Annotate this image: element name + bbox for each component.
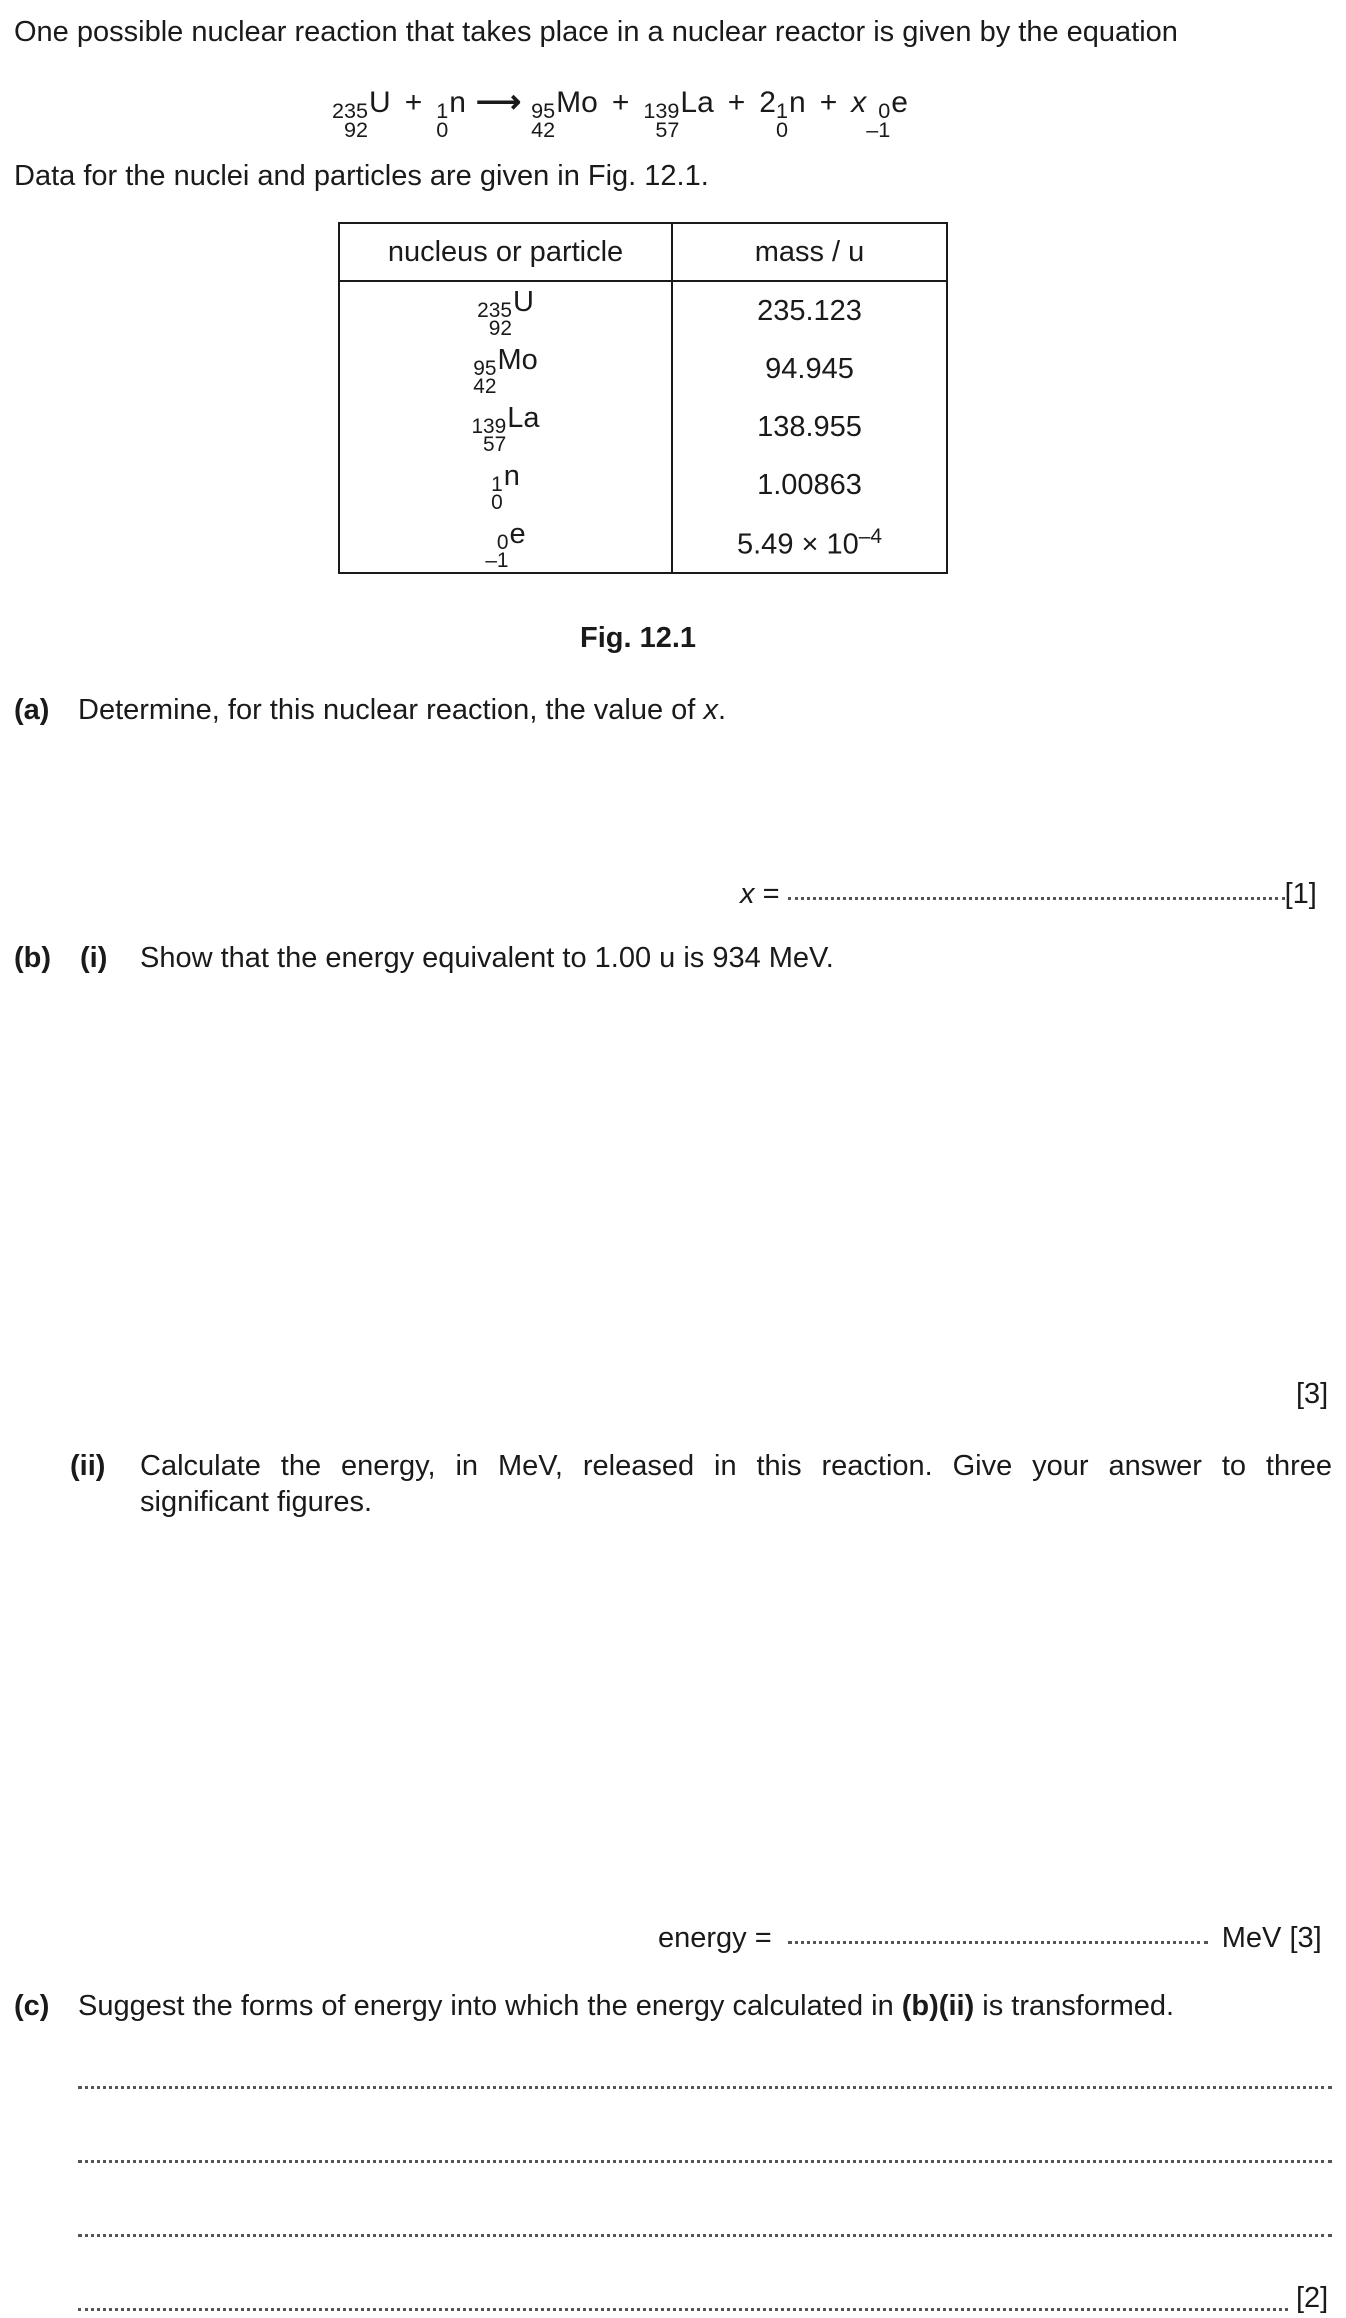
part-c-answer-line-1[interactable]	[78, 2086, 1332, 2089]
part-a-variable: x	[703, 694, 718, 726]
equation-term-n	[436, 84, 466, 142]
energy-unit: MeV	[1221, 1922, 1282, 1954]
part-c-answer-line-4[interactable]	[78, 2308, 1288, 2311]
mass-number: 0	[496, 530, 509, 554]
nucleus-cell	[339, 514, 672, 573]
nucleus-e	[485, 516, 525, 570]
plus-sign: +	[727, 86, 746, 119]
energy-answer-dots[interactable]	[788, 1941, 1208, 1944]
column-header-mass: mass / u	[672, 223, 947, 281]
part-b-i-label: (i)	[80, 942, 108, 974]
nucleus-cell	[339, 456, 672, 514]
mass-number: 139	[471, 414, 507, 438]
atomic-number: 0	[775, 116, 788, 142]
atomic-number: 0	[436, 116, 449, 142]
nuclei-mass-table	[338, 222, 948, 574]
nucleus-cell	[339, 281, 672, 340]
mass-cell: $5.49 \times 10^{-4}$	[672, 514, 947, 573]
mass-cell: 1.00863	[672, 456, 947, 514]
nucleus-cell	[339, 340, 672, 398]
element-symbol: U	[369, 86, 391, 119]
part-c-text: Suggest the forms of energy into which the energy calculated in	[78, 1990, 902, 2022]
nucleus-n	[491, 458, 520, 512]
energy-label: energy =	[658, 1922, 772, 1954]
equation-term-e	[866, 84, 908, 142]
equation-term-la	[643, 84, 714, 142]
mass-number: 95	[531, 98, 556, 124]
atomic-number: –1	[485, 548, 509, 572]
nucleus-mo	[473, 342, 538, 396]
answer-variable: x	[740, 878, 755, 910]
column-header-nucleus: nucleus or particle	[339, 223, 672, 281]
element-symbol: e	[891, 86, 908, 119]
atomic-number: 57	[655, 116, 680, 142]
table-row	[339, 456, 947, 514]
plus-sign: +	[611, 86, 630, 119]
equation-term-mo	[531, 84, 598, 142]
element-symbol: e	[509, 518, 526, 551]
element-symbol: U	[512, 286, 534, 319]
mass-number: 235	[332, 98, 369, 124]
part-a-marks: [1]	[1284, 878, 1317, 910]
part-b-label: (b)	[14, 942, 52, 974]
element-symbol: n	[503, 460, 520, 493]
table-row	[339, 398, 947, 456]
equation-term-n	[775, 84, 806, 142]
part-c-reference: (b)(ii)	[901, 1990, 975, 2022]
part-a-text-end: .	[717, 694, 726, 726]
mass-cell: 235.123	[672, 281, 947, 340]
mass-number: 1	[436, 98, 449, 124]
part-b-i-question: Show that the energy equivalent to 1.00 u is 934 MeV.	[140, 942, 834, 974]
table-row	[339, 514, 947, 573]
nucleus-cell	[339, 398, 672, 456]
data-intro-text: Data for the nuclei and particles are given in Fig. 12.1.	[14, 160, 709, 192]
part-b-ii-question-line2: significant figures.	[140, 1486, 373, 1518]
mass-number: 1	[775, 98, 788, 124]
mass-number: 1	[491, 472, 503, 496]
part-c-answer-line-3[interactable]	[78, 2234, 1332, 2237]
part-b-ii-question-line1: Calculate the energy, in MeV, released in this reaction. Give your answer to three	[140, 1450, 1332, 1482]
part-c-text-end: is transformed.	[974, 1990, 1175, 2022]
mass-number: 95	[473, 356, 497, 380]
intro-text: One possible nuclear reaction that takes place in a nuclear reactor is given by the equation	[14, 16, 1178, 48]
part-a-answer-line[interactable]	[740, 876, 1317, 912]
energy-answer-line[interactable]	[658, 1920, 1322, 1956]
atomic-number: 92	[488, 316, 512, 340]
part-c-label: (c)	[14, 1990, 50, 2022]
element-symbol: Mo	[497, 344, 538, 377]
answer-equals: =	[762, 878, 780, 910]
part-c-answer-line-2[interactable]	[78, 2160, 1332, 2163]
atomic-number: 92	[344, 116, 369, 142]
table-row	[339, 281, 947, 340]
coefficient: x	[851, 86, 867, 119]
element-symbol: n	[789, 86, 806, 119]
part-a-question	[78, 692, 726, 728]
element-symbol: n	[449, 86, 466, 119]
plus-sign: +	[819, 86, 838, 119]
mass-number: 0	[878, 98, 891, 124]
nucleus-la	[471, 400, 539, 454]
atomic-number: –1	[866, 116, 891, 142]
atomic-number: 42	[473, 374, 497, 398]
nucleus-u	[477, 284, 534, 338]
part-b-ii-marks: [3]	[1289, 1922, 1322, 1954]
atomic-number: 0	[491, 490, 503, 514]
table-header-row	[339, 223, 947, 281]
atomic-number: 42	[531, 116, 556, 142]
part-b-i-marks: [3]	[1296, 1378, 1329, 1410]
equation-term-u	[332, 84, 391, 142]
part-b-ii-label: (ii)	[70, 1450, 106, 1482]
mass-number: 139	[643, 98, 680, 124]
part-c-marks: [2]	[1296, 2282, 1329, 2314]
reaction-equation	[332, 82, 908, 142]
figure-caption: Fig. 12.1	[580, 622, 697, 654]
table-row	[339, 340, 947, 398]
mass-cell: 138.955	[672, 398, 947, 456]
mass-cell: 94.945	[672, 340, 947, 398]
element-symbol: Mo	[556, 86, 598, 119]
element-symbol: La	[680, 86, 714, 119]
coefficient: 2	[759, 86, 776, 119]
part-a-text: Determine, for this nuclear reaction, the value of	[78, 694, 704, 726]
reaction-arrow: ⟶	[475, 83, 522, 119]
element-symbol: La	[507, 402, 540, 435]
answer-dots[interactable]	[788, 897, 1285, 900]
mass-number: 235	[477, 298, 512, 322]
part-c-question	[78, 1988, 1174, 2024]
part-a-label: (a)	[14, 694, 50, 726]
plus-sign: +	[404, 86, 423, 119]
atomic-number: 57	[483, 432, 507, 456]
